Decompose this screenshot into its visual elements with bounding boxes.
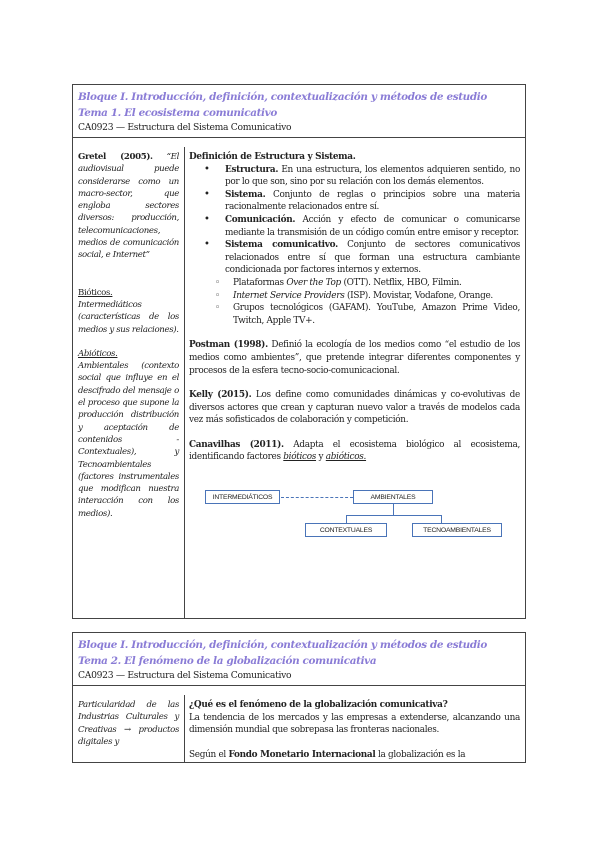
author: Kelly (2015).: [189, 390, 252, 401]
term: Estructura.: [225, 164, 279, 175]
course-code: CA0923 — Estructura del Sistema Comunicativo: [78, 670, 292, 681]
italic-text: Internet Service Providers: [233, 290, 345, 301]
topic-title: Tema 1. El ecosistema comunicativo: [78, 107, 277, 119]
bioticos-ref: bióticos: [283, 452, 317, 463]
term: Sistema.: [225, 189, 266, 200]
section-tema-2: [72, 632, 526, 763]
text: Grupos tecnológicos (GAFAM). YouTube, Amazon Prime Video, Twitch, Apple TV+.: [233, 303, 520, 326]
node-tecnoambientales: TECNOAMBIENTALES: [412, 523, 502, 537]
text: (OTT). Netflix, HBO, Filmin.: [340, 277, 462, 288]
italic-text: Over the Top: [286, 277, 341, 288]
connector-horizontal: [346, 515, 441, 516]
sub-list-item: [189, 302, 520, 327]
definition: En una estructura, los elementos adquieren sentido, no por lo que son, sino por su relación con los demás elementos.: [225, 164, 520, 188]
left-column: [73, 147, 185, 618]
kelly-citation: [189, 389, 520, 427]
sub-list-item: [189, 277, 520, 290]
gretel-author: Gretel (2005).: [78, 152, 153, 162]
ecosystem-diagram: [189, 474, 520, 544]
sub-list: [189, 277, 520, 327]
answer-text: La tendencia de los mercados y las empresas a extenderse, alcanzando una dimensión mundial que sobrepasa las fronteras nacionales.: [189, 712, 520, 736]
connector-vertical: [393, 504, 394, 515]
citation-text: Definió la ecología de los medios como “el estudio de los medios como ambientes”, que pretende integrar diferentes componentes y procesos de la esfera tecno-socio-comunicacional.: [189, 340, 520, 376]
block-title: Bloque I. Introducción, definición, contextualización y métodos de estudio: [78, 639, 487, 651]
sub-list-item: [189, 290, 520, 303]
particularidad-text: Particularidad de las Industrias Culturales y Creativas → productos digitales y: [78, 700, 179, 747]
dashed-connector: [281, 497, 353, 498]
author: Postman (1998).: [189, 340, 268, 351]
left-column: [73, 695, 185, 762]
section-tema-1: [72, 84, 526, 619]
term: Sistema comunicativo.: [225, 240, 338, 251]
course-code: CA0923 — Estructura del Sistema Comunicativo: [78, 122, 292, 133]
text: y: [316, 452, 326, 463]
list-item: [189, 239, 520, 327]
fmi-name: Fondo Monetario Internacional: [228, 749, 376, 760]
definition: Conjunto de sectores comunicativos relacionados entre sí que forman una estructura cambiante condicionada por factores internos y externos.: [225, 240, 520, 276]
right-column: [185, 147, 525, 618]
postman-citation: [189, 339, 520, 377]
abioticos-ref: abióticos.: [325, 452, 367, 463]
gretel-quote: “El audiovisual puede considerarse como un macro-sector, que engloba sectores diversos: producción, telecomunicaciones, medios de comunicación social, e Internet”: [78, 152, 179, 261]
definitions-list: [189, 164, 520, 328]
content-row: [73, 147, 525, 618]
term: Comunicación.: [225, 214, 296, 225]
node-ambientales: AMBIENTALES: [353, 490, 433, 504]
connector-left: [346, 515, 347, 523]
author: Canavilhas (2011).: [189, 439, 284, 450]
right-column: [185, 695, 525, 762]
question-heading: ¿Qué es el fenómeno de la globalización comunicativa?: [189, 700, 448, 710]
content-row: [73, 695, 525, 762]
canavilhas-citation: [189, 439, 520, 464]
fmi-citation: [189, 749, 520, 762]
list-item: [189, 164, 520, 189]
citation-text: Los define como comunidades dinámicas y co-evolutivas de diversos actores que crean y capturan nuevo valor a través de modelos cada vez más sofisticados de colaboración y competición.: [189, 390, 520, 426]
definition: Conjunto de reglas o principios sobre una materia racionalmente relacionados entre sí.: [225, 189, 520, 213]
node-contextuales: CONTEXTUALES: [305, 523, 387, 537]
section-header: [73, 85, 525, 138]
node-intermediaticos: INTERMEDIÁTICOS: [205, 490, 280, 504]
section-header: [73, 633, 525, 686]
citation-text: Adapta el ecosistema biológico al ecosistema, identificando factores: [189, 439, 521, 463]
connector-right: [441, 515, 442, 523]
text: la globalización es la: [375, 749, 466, 760]
text: Según el: [189, 749, 229, 760]
list-item: [189, 189, 520, 214]
gretel-citation: [78, 151, 179, 262]
bioticos-text: Intermediáticos (características de los medios y sus relaciones).: [78, 299, 179, 335]
block-title: Bloque I. Introducción, definición, contextualización y métodos de estudio: [78, 91, 487, 103]
text: (ISP). Movistar, Vodafone, Orange.: [344, 290, 493, 301]
text: Plataformas: [233, 277, 287, 288]
topic-title: Tema 2. El fenómeno de la globalización comunicativa: [78, 655, 377, 667]
definition: Acción y efecto de comunicar o comunicarse mediante la transmisión de un código común entre emisor y receptor.: [225, 214, 520, 238]
abioticos-text: Ambientales (contexto social que influye en el descifrado del mensaje o el proceso que supone la producción distribución y aceptación de contenidos - Contextuales), y Tecnoambientales (factores instrumentales que modifican nuestra interacción con los medios).: [78, 361, 179, 519]
list-item: [189, 214, 520, 239]
abioticos-label: Abióticos.: [78, 348, 118, 359]
bioticos-label: Bióticos.: [78, 287, 113, 298]
definitions-heading: Definición de Estructura y Sistema.: [189, 152, 356, 162]
